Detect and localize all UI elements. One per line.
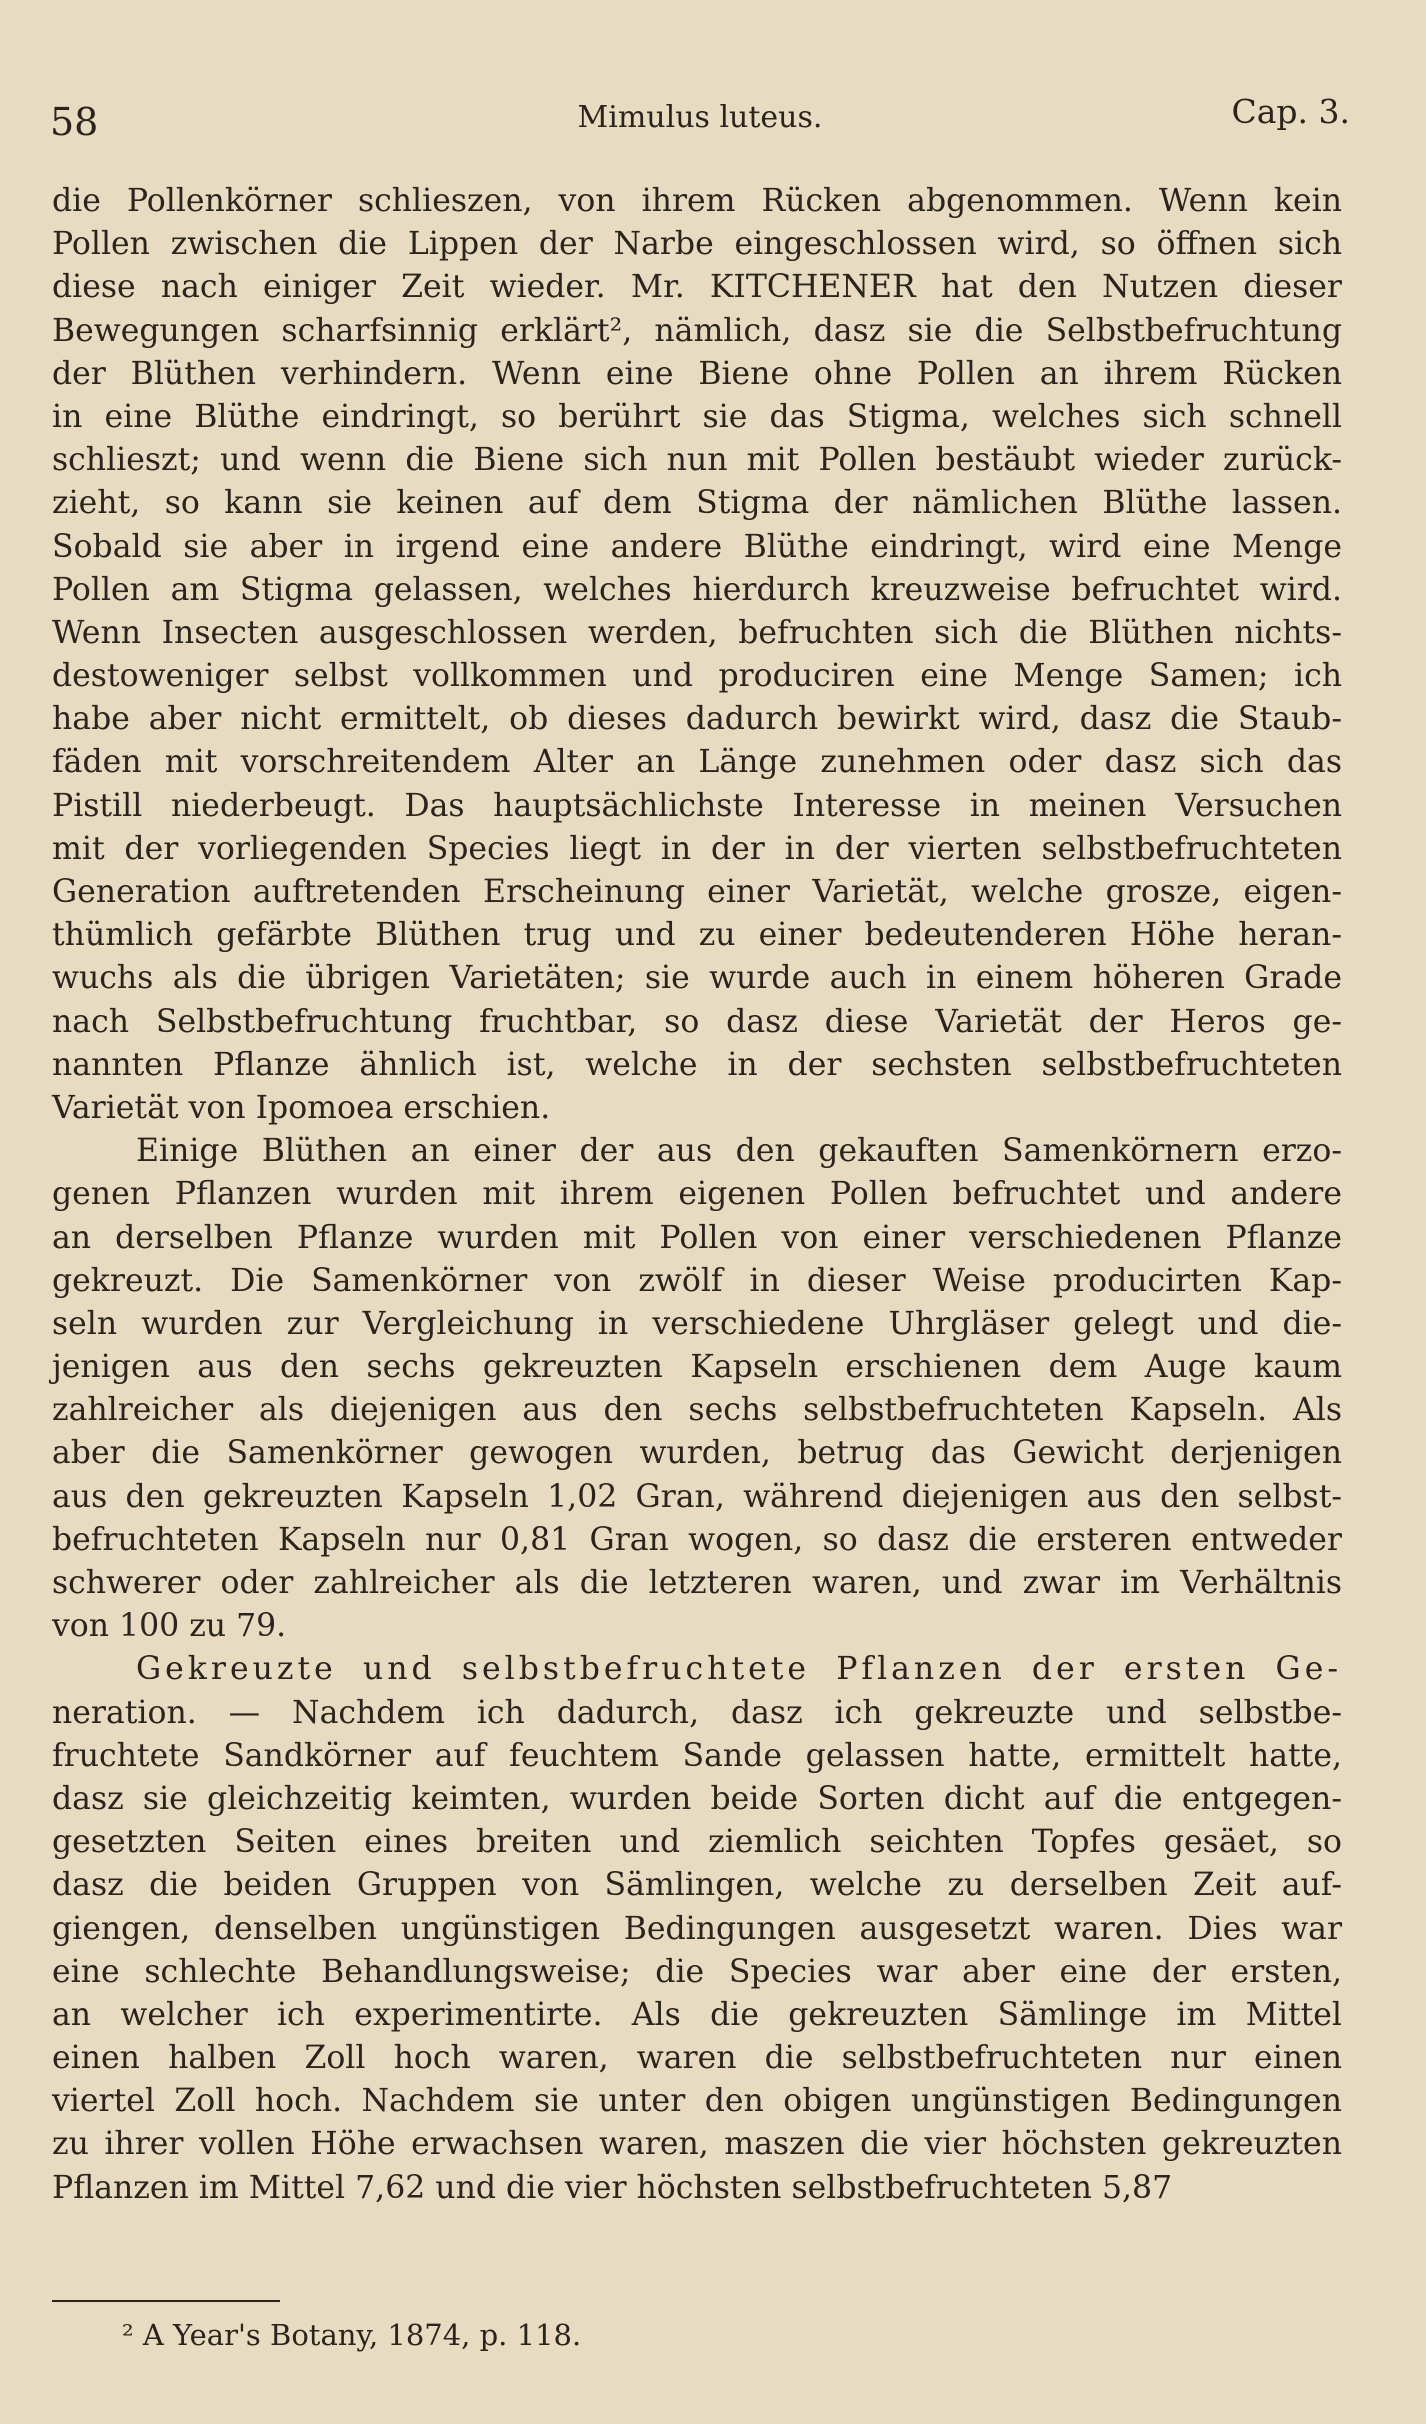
text-line: giengen, denselben ungünstigen Bedingungen ausgesetzt waren. Dies war — [52, 1910, 1342, 1947]
text-line: neration. — Nachdem ich dadurch, dasz ich gekreuzte und selbstbe- — [52, 1694, 1342, 1731]
text-line: thümlich gefärbte Blüthen trug und zu einer bedeutenderen Höhe heran- — [52, 917, 1342, 954]
text-line: destoweniger selbst vollkommen und produciren eine Menge Samen; ich — [52, 658, 1342, 695]
text-line: Generation auftretenden Erscheinung einer Varietät, welche grosze, eigen- — [52, 874, 1342, 910]
text-line: fruchtete Sandkörner auf feuchtem Sande gelassen hatte, ermittelt hatte, — [52, 1737, 1342, 1774]
text-line: habe aber nicht ermittelt, ob dieses dadurch bewirkt wird, dasz die Staub- — [52, 701, 1342, 738]
text-line: Einige Blüthen an einer der aus den gekauften Samenkörnern erzo- — [136, 1133, 1342, 1170]
text-line: Gekreuzte und selbstbefruchtete Pflanzen der ersten Ge- — [136, 1651, 1342, 1688]
text-line: viertel Zoll hoch. Nachdem sie unter den obigen ungünstigen Bedingungen — [52, 2083, 1342, 2120]
text-line: Pflanzen im Mittel 7,62 und die vier höchsten selbstbefruchteten 5,87 — [52, 2169, 1173, 2206]
text-line: Pistill niederbeugt. Das hauptsächlichste Interesse in meinen Versuchen — [52, 787, 1342, 824]
text-line: diese nach einiger Zeit wieder. Mr. KITCHENER hat den Nutzen dieser — [52, 269, 1342, 306]
text-line: von 100 zu 79. — [52, 1608, 287, 1645]
text-line: dasz sie gleichzeitig keimten, wurden beide Sorten dicht auf die entgegen- — [52, 1780, 1342, 1817]
text-line: die Pollenkörner schlieszen, von ihrem Rücken abgenommen. Wenn kein — [52, 183, 1342, 219]
text-line: aus den gekreuzten Kapseln 1,02 Gran, während diejenigen aus den selbst- — [52, 1478, 1342, 1515]
text-line: nannten Pflanze ähnlich ist, welche in der sechsten selbstbefruchteten — [52, 1046, 1342, 1083]
text-line: an welcher ich experimentirte. Als die gekreuzten Sämlinge im Mittel — [52, 1996, 1342, 2033]
text-line: mit der vorliegenden Species liegt in der in der vierten selbstbefruchteten — [52, 830, 1342, 867]
footnote: ² A Year's Botany, 1874, p. 118. — [122, 2318, 582, 2352]
text-line: Bewegungen scharfsinnig erklärt², nämlich, dasz sie die Selbstbefruchtung — [52, 312, 1342, 349]
text-line: dasz die beiden Gruppen von Sämlingen, welche zu derselben Zeit auf- — [52, 1867, 1342, 1904]
footnote-rule — [52, 2300, 280, 2302]
body-text — [52, 180, 1342, 2210]
text-line: Pollen am Stigma gelassen, welches hierdurch kreuzweise befruchtet wird. — [52, 571, 1342, 608]
text-line: genen Pflanzen wurden mit ihrem eigenen Pollen befruchtet und andere — [52, 1176, 1342, 1213]
text-line: fäden mit vorschreitendem Alter an Länge zunehmen oder dasz sich das — [52, 744, 1342, 781]
text-line: aber die Samenkörner gewogen wurden, betrug das Gewicht derjenigen — [52, 1435, 1342, 1472]
text-line: eine schlechte Behandlungsweise; die Species war aber eine der ersten, — [52, 1953, 1342, 1990]
page-number: 58 — [50, 100, 99, 144]
chapter-label: Cap. 3. — [1231, 92, 1350, 131]
text-line: zahlreicher als diejenigen aus den sechs selbstbefruchteten Kapseln. Als — [52, 1392, 1342, 1429]
text-line: Sobald sie aber in irgend eine andere Blüthe eindringt, wird eine Menge — [52, 528, 1342, 565]
text-line: an derselben Pflanze wurden mit Pollen von einer verschiedenen Pflanze — [52, 1219, 1342, 1256]
text-line: befruchteten Kapseln nur 0,81 Gran wogen, so dasz die ersteren entweder — [52, 1521, 1342, 1558]
text-line: gekreuzt. Die Samenkörner von zwölf in dieser Weise producirten Kap- — [52, 1262, 1342, 1299]
text-line: der Blüthen verhindern. Wenn eine Biene ohne Pollen an ihrem Rücken — [52, 355, 1342, 392]
page-header — [50, 92, 1350, 162]
text-line: Wenn Insecten ausgeschlossen werden, befruchten sich die Blüthen nichts- — [52, 614, 1342, 651]
text-line: zieht, so kann sie keinen auf dem Stigma der nämlichen Blüthe lassen. — [52, 485, 1342, 522]
text-line: nach Selbstbefruchtung fruchtbar, so dasz diese Varietät der Heros ge- — [52, 1003, 1342, 1040]
text-line: einen halben Zoll hoch waren, waren die selbstbefruchteten nur einen — [52, 2040, 1342, 2077]
text-line: schwerer oder zahlreicher als die letzteren waren, und zwar im Verhältnis — [52, 1565, 1342, 1601]
text-line: Varietät von Ipomoea erschien. — [52, 1089, 551, 1126]
text-line: Pollen zwischen die Lippen der Narbe eingeschlossen wird, so öffnen sich — [52, 226, 1342, 263]
text-line: seln wurden zur Vergleichung in verschiedene Uhrgläser gelegt und die- — [52, 1305, 1342, 1342]
text-line: zu ihrer vollen Höhe erwachsen waren, maszen die vier höchsten gekreuzten — [52, 2126, 1342, 2163]
text-line: schlieszt; und wenn die Biene sich nun mit Pollen bestäubt wieder zurück- — [52, 442, 1342, 479]
text-line: gesetzten Seiten eines breiten und ziemlich seichten Topfes gesäet, so — [52, 1824, 1342, 1861]
text-line: in eine Blüthe eindringt, so berührt sie das Stigma, welches sich schnell — [52, 398, 1342, 435]
text-line: wuchs als die übrigen Varietäten; sie wurde auch in einem höheren Grade — [52, 960, 1342, 997]
text-line: jenigen aus den sechs gekreuzten Kapseln erschienen dem Auge kaum — [52, 1349, 1342, 1386]
running-title: Mimulus luteus. — [577, 100, 823, 135]
